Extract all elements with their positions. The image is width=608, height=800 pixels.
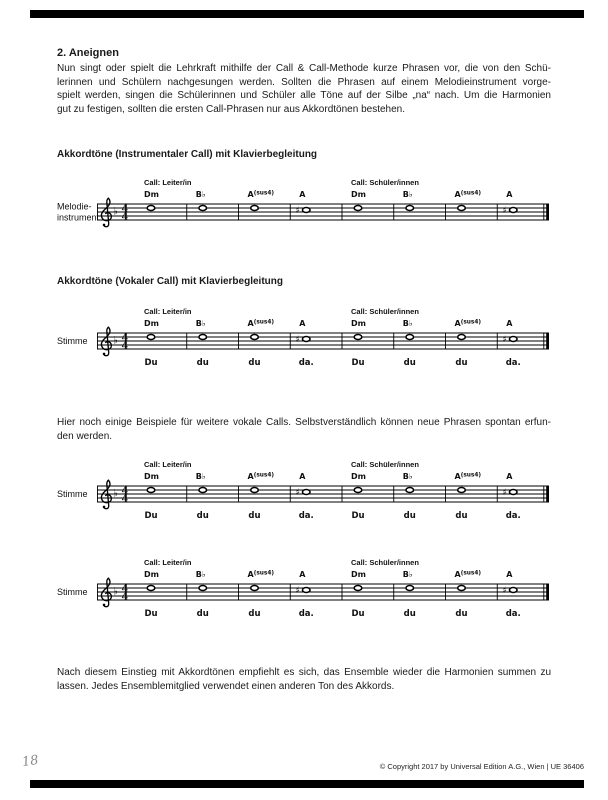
lyric-syllable: da. [505, 358, 521, 368]
accidental-sharp: ♯ [295, 206, 300, 216]
whole-note [302, 208, 310, 213]
final-barline-thick [546, 584, 549, 600]
lyric-syllable: du [455, 609, 468, 619]
lyric-syllable: da. [505, 511, 521, 521]
closing-paragraph [57, 666, 551, 693]
whole-note [354, 206, 362, 211]
staff-label: Stimme [57, 586, 88, 597]
lyric-syllable: da. [298, 358, 314, 368]
time-signature-lower: 4 [121, 494, 129, 506]
chord-symbol: $A^{(sus4)}$ [454, 570, 482, 579]
section-title: 2. Aneignen [57, 47, 119, 59]
time-signature-upper: 4 [121, 485, 129, 497]
chord-symbol: A [299, 472, 306, 481]
whole-note [509, 208, 517, 213]
chord-symbol: $A^{(sus4)}$ [454, 190, 482, 199]
key-signature-flat: ♭ [113, 487, 118, 500]
heading-instrumental-call: Akkordtöne (Instrumentaler Call) mit Klavierbegleitung [57, 149, 318, 160]
music-system-instrumental [57, 176, 551, 246]
chord-symbol: Dm [351, 319, 366, 328]
whole-note [147, 488, 155, 493]
paragraph-line: Nach diesem Einstieg mit Akkordtönen empfiehlt es sich, das Ensemble wieder die Harmonien summen zu [57, 667, 551, 678]
accidental-sharp: ♯ [502, 206, 507, 216]
whole-note [251, 488, 259, 493]
call-label-right: Call: Schüler/innen [351, 460, 419, 469]
time-signature-upper: 4 [121, 332, 129, 344]
whole-note [302, 588, 310, 593]
chord-symbol: B♭ [195, 472, 206, 481]
whole-note [199, 586, 207, 591]
call-label-right: Call: Schüler/innen [351, 558, 419, 567]
call-label-left: Call: Leiter/in [144, 460, 192, 469]
whole-note [509, 337, 517, 342]
chord-symbol: B♭ [195, 570, 206, 579]
paragraph-line: Nun singt oder spielt die Lehrkraft mithilfe der Call & Call-Methode kurze Phrasen vor, die von den Schü- [57, 63, 551, 74]
time-signature-lower: 4 [121, 341, 129, 353]
key-signature-flat: ♭ [113, 585, 118, 598]
lyric-syllable: Du [351, 511, 365, 521]
key-signature-flat: ♭ [113, 334, 118, 347]
lyric-syllable: du [196, 358, 209, 368]
whole-note [251, 586, 259, 591]
final-barline-thick [546, 486, 549, 502]
chord-symbol: $A^{(sus4)}$ [247, 190, 275, 199]
whole-note [199, 206, 207, 211]
lyric-syllable: da. [505, 609, 521, 619]
chord-symbol: Dm [144, 319, 159, 328]
whole-note [147, 206, 155, 211]
call-label-left: Call: Leiter/in [144, 558, 192, 567]
chord-symbol: Dm [351, 190, 366, 199]
time-signature-upper: 4 [121, 583, 129, 595]
lyric-syllable: du [196, 609, 209, 619]
time-signature-lower: 4 [121, 212, 129, 224]
lyric-syllable: du [248, 511, 261, 521]
chord-symbol: $A^{(sus4)}$ [247, 319, 275, 328]
chord-symbol: A [506, 319, 513, 328]
lyric-syllable: du [196, 511, 209, 521]
whole-note [147, 335, 155, 340]
whole-note [509, 490, 517, 495]
music-system-vocal-3 [57, 556, 551, 626]
whole-note [199, 335, 207, 340]
whole-note [354, 488, 362, 493]
lyric-syllable: Du [144, 609, 158, 619]
music-system-vocal-2 [57, 458, 551, 528]
music-system-vocal-1 [57, 305, 551, 375]
key-signature-flat: ♭ [113, 205, 118, 218]
whole-note [147, 586, 155, 591]
whole-note [406, 206, 414, 211]
chord-symbol: Dm [351, 570, 366, 579]
staff-label: Stimme [57, 335, 88, 346]
staff [97, 176, 551, 246]
whole-note [458, 206, 466, 211]
lyric-syllable: du [455, 358, 468, 368]
whole-note [251, 206, 259, 211]
accidental-sharp: ♯ [295, 488, 300, 498]
paragraph-line: spielt werden, singen die Schülerinnen und Schüler alle Töne auf der Silbe „na“ nach. Um die Harmonien [57, 90, 551, 102]
chord-symbol: Dm [144, 190, 159, 199]
chord-symbol: A [299, 190, 306, 199]
time-signature-lower: 4 [121, 592, 129, 604]
chord-symbol: $A^{(sus4)}$ [247, 570, 275, 579]
whole-note [354, 586, 362, 591]
accidental-sharp: ♯ [295, 335, 300, 345]
lyric-syllable: du [455, 511, 468, 521]
paragraph-line: den werden. [57, 430, 113, 442]
accidental-sharp: ♯ [295, 586, 300, 596]
chord-symbol: $A^{(sus4)}$ [454, 472, 482, 481]
whole-note [302, 490, 310, 495]
lyric-syllable: du [248, 358, 261, 368]
lyric-syllable: Du [351, 609, 365, 619]
chord-symbol: B♭ [402, 319, 413, 328]
copyright-line: © Copyright 2017 by Universal Edition A.G., Wien | UE 36406 [379, 762, 584, 771]
accidental-sharp: ♯ [502, 335, 507, 345]
intro-paragraph [57, 62, 551, 116]
staff [97, 458, 551, 528]
lyric-syllable: Du [351, 358, 365, 368]
heading-vocal-call: Akkordtöne (Vokaler Call) mit Klavierbegleitung [57, 276, 283, 287]
top-rule [30, 10, 584, 18]
staff [97, 305, 551, 375]
staff [97, 556, 551, 626]
middle-paragraph [57, 416, 551, 443]
whole-note [458, 335, 466, 340]
chord-symbol: Dm [144, 472, 159, 481]
chord-symbol: A [506, 570, 513, 579]
lyric-syllable: Du [144, 358, 158, 368]
chord-symbol: B♭ [195, 190, 206, 199]
lyric-syllable: da. [298, 609, 314, 619]
whole-note [406, 488, 414, 493]
chord-symbol: B♭ [402, 570, 413, 579]
chord-symbol: A [299, 570, 306, 579]
chord-symbol: $A^{(sus4)}$ [247, 472, 275, 481]
whole-note [406, 586, 414, 591]
paragraph-line: gut zu festigen, sollten die ersten Call-Phrasen nur aus Akkordtönen bestehen. [57, 103, 405, 115]
whole-note [406, 335, 414, 340]
chord-symbol: B♭ [402, 472, 413, 481]
chord-symbol: B♭ [402, 190, 413, 199]
whole-note [302, 337, 310, 342]
call-label-left: Call: Leiter/in [144, 178, 192, 187]
paragraph-line: Hier noch einige Beispiele für weitere vokale Calls. Selbstverständlich können neue Phrasen spontan erfun- [57, 417, 551, 428]
paragraph-line: lerinnen und Schülern nachgesungen werden. Sollten die Phrasen auf einem Melodieinstrument vorge- [57, 76, 551, 88]
chord-symbol: A [506, 190, 513, 199]
whole-note [251, 335, 259, 340]
lyric-syllable: du [403, 609, 416, 619]
lyric-syllable: da. [298, 511, 314, 521]
chord-symbol: Dm [351, 472, 366, 481]
chord-symbol: B♭ [195, 319, 206, 328]
whole-note [354, 335, 362, 340]
whole-note [199, 488, 207, 493]
whole-note [458, 586, 466, 591]
lyric-syllable: du [248, 609, 261, 619]
accidental-sharp: ♯ [502, 586, 507, 596]
chord-symbol: $A^{(sus4)}$ [454, 319, 482, 328]
chord-symbol: Dm [144, 570, 159, 579]
page-number: 18 [21, 752, 40, 771]
staff-label: Melodie- instrument [57, 201, 100, 222]
lyric-syllable: du [403, 511, 416, 521]
chord-symbol: A [506, 472, 513, 481]
whole-note [509, 588, 517, 593]
call-label-left: Call: Leiter/in [144, 307, 192, 316]
call-label-right: Call: Schüler/innen [351, 307, 419, 316]
final-barline-thick [546, 204, 549, 220]
whole-note [458, 488, 466, 493]
call-label-right: Call: Schüler/innen [351, 178, 419, 187]
staff-label: Stimme [57, 488, 88, 499]
bottom-rule [30, 780, 584, 788]
lyric-syllable: du [403, 358, 416, 368]
paragraph-line: lassen. Jedes Ensemblemitglied verwendet einen anderen Ton des Akkords. [57, 680, 395, 692]
final-barline-thick [546, 333, 549, 349]
time-signature-upper: 4 [121, 203, 129, 215]
accidental-sharp: ♯ [502, 488, 507, 498]
chord-symbol: A [299, 319, 306, 328]
lyric-syllable: Du [144, 511, 158, 521]
